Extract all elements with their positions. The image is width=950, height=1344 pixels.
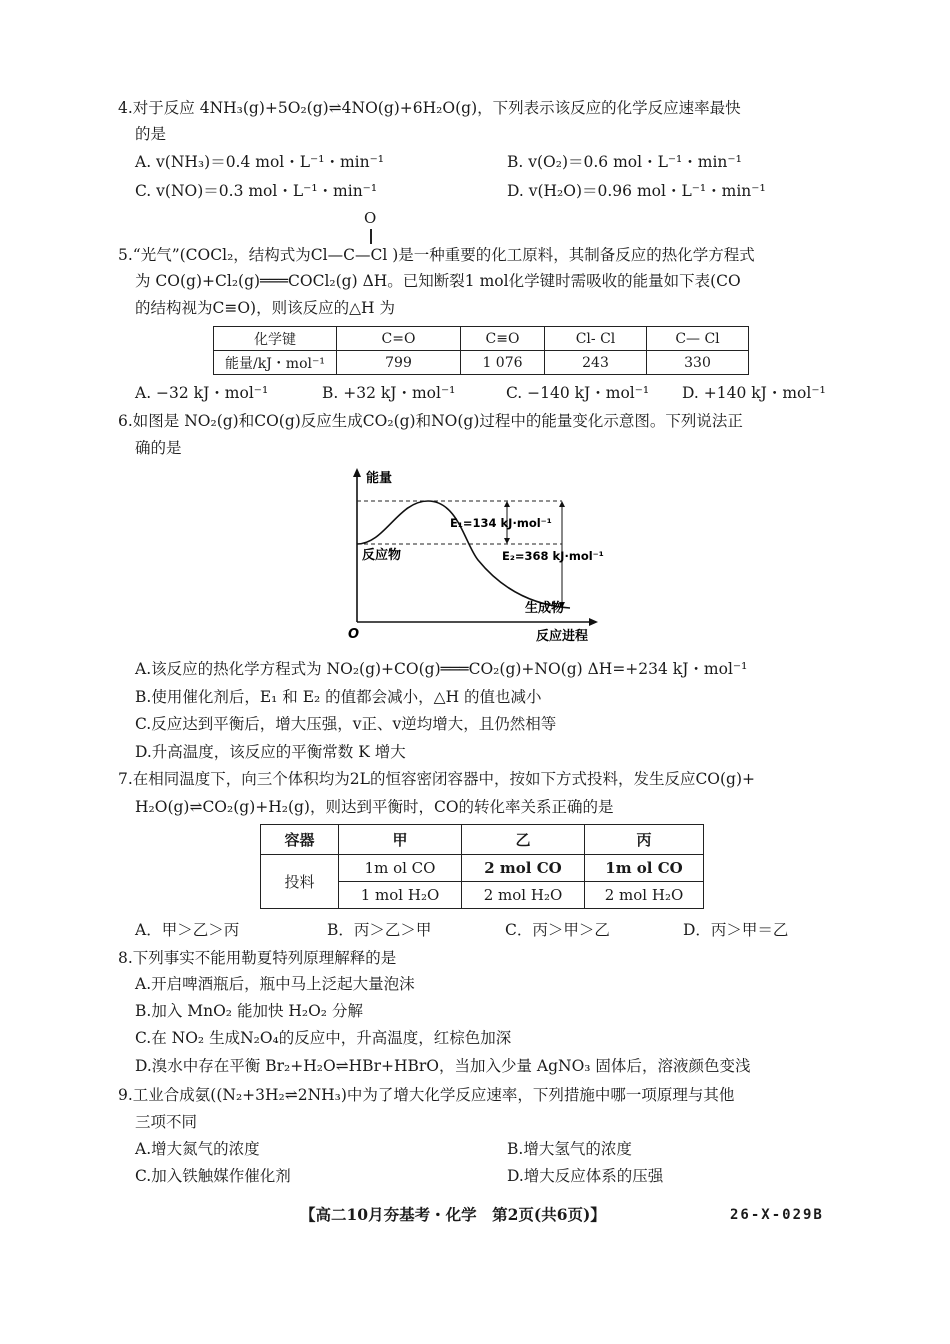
q9-option-d: D.增大反应体系的压强: [507, 1167, 664, 1185]
q5-stem-line3: 的结构视为C≡O)，则该反应的△H 为: [135, 299, 395, 317]
q7-stem-line1: 7.在相同温度下，向三个体积均为2L的恒容密闭容器中，按如下方式投料，发生反应CO(g)+: [118, 770, 756, 788]
y-axis-arrow-icon: [353, 468, 361, 477]
table-cell: 243: [545, 351, 647, 375]
table-row: [261, 825, 704, 855]
q5-stem-line2: 为 CO(g)+Cl₂(g)═══COCl₂(g) ΔH。已知断裂1 mol化学键时需吸收的能量如下表(CO: [135, 272, 741, 290]
q6-option-d: D.升高温度，该反应的平衡常数 K 增大: [135, 743, 406, 761]
q9-stem-line2: 三项不同: [135, 1113, 198, 1131]
q9-stem-line1: 9.工业合成氨((N₂+3H₂⇌2NH₃)中为了增大化学反应速率，下列措施中哪一项原理与其他: [118, 1086, 735, 1104]
q6-stem-line2: 确的是: [135, 439, 182, 457]
table-cell: 330: [647, 351, 749, 375]
e2-label: E₂=368 kJ·mol⁻¹: [502, 549, 604, 563]
e1-label: E₁=134 kJ·mol⁻¹: [450, 516, 552, 530]
q8-option-b: B.加入 MnO₂ 能加快 H₂O₂ 分解: [135, 1002, 363, 1020]
e2-arrow-up-icon: [559, 501, 565, 507]
page-footer: 【高二10月夯基考・化学 第2页(共6页)】: [300, 1205, 606, 1224]
energy-diagram: [340, 462, 610, 647]
table-cell: 2 mol H₂O: [585, 882, 704, 909]
q4-option-c: C. v(NO)＝0.3 mol・L⁻¹・min⁻¹: [135, 182, 378, 200]
table-cell: 1m ol CO: [339, 855, 462, 882]
q6-option-a: A.该反应的热化学方程式为 NO₂(g)+CO(g)═══CO₂(g)+NO(g) ΔH=+234 kJ・mol⁻¹: [135, 660, 748, 678]
q4-option-a: A. v(NH₃)＝0.4 mol・L⁻¹・min⁻¹: [135, 153, 384, 171]
table-cell: 799: [337, 351, 461, 375]
q7-option-a: A．甲＞乙＞丙: [135, 921, 240, 939]
q4-option-d: D. v(H₂O)＝0.96 mol・L⁻¹・min⁻¹: [507, 182, 766, 200]
q5-structure-oxygen: O: [364, 209, 377, 227]
reactant-label: 反应物: [362, 548, 402, 563]
table-cell: 1 mol H₂O: [339, 882, 462, 909]
table-cell: 1m ol CO: [585, 855, 704, 882]
table-cell: C≡O: [461, 327, 545, 351]
table-row: [214, 351, 749, 375]
y-axis-label: 能量: [366, 471, 393, 486]
q5-option-d: D. +140 kJ・mol⁻¹: [682, 384, 826, 402]
table-cell: 能量/kJ・mol⁻¹: [214, 351, 337, 375]
table-cell: C— Cl: [647, 327, 749, 351]
q7-option-c: C．丙＞甲＞乙: [505, 921, 610, 939]
q6-option-b: B.使用催化剂后，E₁ 和 E₂ 的值都会减小，△H 的值也减小: [135, 688, 542, 706]
table-cell: 丙: [585, 825, 704, 855]
q8-stem: 8.下列事实不能用勒夏特列原理解释的是: [118, 949, 397, 967]
x-axis-arrow-icon: [589, 618, 598, 626]
q4-option-b: B. v(O₂)＝0.6 mol・L⁻¹・min⁻¹: [507, 153, 742, 171]
q4-stem-line1: 4.对于反应 4NH₃(g)+5O₂(g)⇌4NO(g)+6H₂O(g)，下列表示该反应的化学反应速率最快: [118, 99, 741, 117]
q9-option-c: C.加入铁触媒作催化剂: [135, 1167, 291, 1185]
q6-stem-line1: 6.如图是 NO₂(g)和CO(g)反应生成CO₂(g)和NO(g)过程中的能量变化示意图。下列说法正: [118, 412, 743, 430]
q8-option-c: C.在 NO₂ 生成N₂O₄的反应中，升高温度，红棕色加深: [135, 1029, 512, 1047]
x-axis-label: 反应进程: [536, 629, 589, 644]
origin-label: O: [348, 627, 360, 642]
q7-option-d: D．丙＞甲＝乙: [683, 921, 789, 939]
q4-stem-line2: 的是: [135, 125, 167, 143]
e1-arrow-down-icon: [504, 538, 510, 544]
q7-stem-line2: H₂O(g)⇌CO₂(g)+H₂(g)，则达到平衡时，CO的转化率关系正确的是: [135, 798, 614, 816]
table-cell: C=O: [337, 327, 461, 351]
q8-option-a: A.开启啤酒瓶后，瓶中马上泛起大量泡沫: [135, 975, 415, 993]
q6-option-c: C.反应达到平衡后，增大压强，v正、v逆均增大，且仍然相等: [135, 715, 557, 733]
table-cell: 甲: [339, 825, 462, 855]
table-cell: 投料: [261, 855, 339, 909]
q7-feed-table: [260, 824, 704, 909]
table-cell: 2 mol CO: [462, 855, 585, 882]
table-cell: 化学键: [214, 327, 337, 351]
paper-code: 26-X-029B: [730, 1207, 824, 1223]
e1-arrow-up-icon: [504, 501, 510, 507]
table-cell: Cl- Cl: [545, 327, 647, 351]
table-cell: 2 mol H₂O: [462, 882, 585, 909]
table-cell: 容器: [261, 825, 339, 855]
q5-double-bond-mark: [370, 229, 372, 244]
q5-option-a: A. −32 kJ・mol⁻¹: [135, 384, 269, 402]
q8-option-d: D.溴水中存在平衡 Br₂+H₂O⇌HBr+HBrO，当加入少量 AgNO₃ 固体后，溶液颜色变浅: [135, 1057, 751, 1075]
table-cell: 1 076: [461, 351, 545, 375]
q7-option-b: B．丙＞乙＞甲: [327, 921, 432, 939]
q5-bond-energy-table: [213, 326, 749, 375]
table-row: [214, 327, 749, 351]
q5-option-c: C. −140 kJ・mol⁻¹: [506, 384, 650, 402]
q5-stem-line1: 5.“光气”(COCl₂，结构式为Cl—C—Cl )是一种重要的化工原料，其制备反应的热化学方程式: [118, 246, 755, 264]
table-cell: 乙: [462, 825, 585, 855]
q9-option-b: B.增大氢气的浓度: [507, 1140, 632, 1158]
product-label: 生成物: [525, 601, 565, 616]
table-row: [261, 855, 704, 882]
q9-option-a: A.增大氮气的浓度: [135, 1140, 260, 1158]
q5-option-b: B. +32 kJ・mol⁻¹: [322, 384, 456, 402]
